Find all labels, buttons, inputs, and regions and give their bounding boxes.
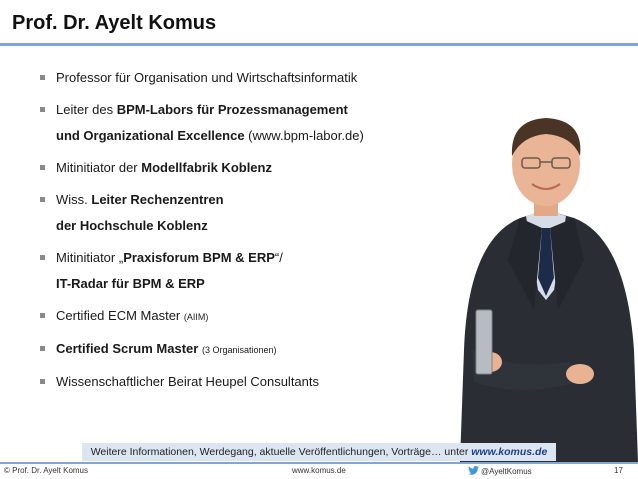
website-link[interactable]: www.komus.de — [471, 446, 548, 458]
footer-divider — [0, 462, 638, 464]
footer-twitter[interactable] — [468, 466, 532, 476]
bullet-line — [56, 68, 440, 88]
bullet-text: (www.bpm-labor.de) — [244, 128, 364, 143]
bullet-item — [40, 248, 440, 294]
info-banner-text: Weitere Informationen, Werdegang, aktuelle Veröffentlichungen, Vorträge… unter — [90, 446, 472, 458]
bullet-text: und Organizational Excellence — [56, 128, 245, 143]
bullet-line — [56, 372, 440, 392]
footer-website[interactable]: www.komus.de — [292, 466, 346, 475]
page-title: Prof. Dr. Ayelt Komus — [12, 12, 217, 34]
bullet-text: (3 Organisationen) — [201, 345, 277, 355]
bullet-line — [56, 306, 440, 327]
bullet-item — [40, 100, 440, 146]
title-divider — [0, 43, 638, 46]
twitter-handle: @AyeltKomus — [481, 467, 532, 476]
bullet-square-icon — [40, 107, 45, 112]
bullet-text: Praxisforum BPM & ERP — [123, 250, 275, 265]
bullet-text: Wiss. — [56, 192, 92, 207]
bullet-text: Leiter Rechenzentren — [91, 192, 224, 207]
bullet-text: der Hochschule Koblenz — [56, 218, 208, 233]
bullet-line — [56, 274, 440, 294]
bullet-text: (AIIM) — [183, 312, 209, 322]
bullet-item — [40, 306, 440, 327]
bullet-text: Mitinitiator „ — [56, 250, 124, 265]
bullet-text: BPM-Labors für Prozessmanagement — [116, 102, 348, 117]
bullet-text: Mitinitiator der — [56, 160, 142, 175]
bullet-text: Wissenschaftlicher Beirat Heupel Consultants — [56, 374, 320, 389]
bullet-item — [40, 339, 440, 360]
bullet-text: “/ — [274, 250, 283, 265]
bullet-line — [56, 339, 440, 360]
twitter-bird-icon — [468, 466, 479, 475]
bullet-square-icon — [40, 346, 45, 351]
bullet-square-icon — [40, 313, 45, 318]
bullet-square-icon — [40, 75, 45, 80]
bullet-text: Leiter des — [56, 102, 117, 117]
bullet-text: Modellfabrik Koblenz — [141, 160, 272, 175]
bullet-list — [40, 68, 440, 392]
bullet-line — [56, 126, 440, 146]
portrait-photo — [450, 100, 638, 462]
bullet-text: IT-Radar für BPM & ERP — [56, 276, 205, 291]
bullet-square-icon — [40, 165, 45, 170]
bullet-item — [40, 158, 440, 178]
bullet-text: Professor für Organisation und Wirtschaftsinformatik — [56, 70, 358, 85]
bullet-line — [56, 158, 440, 178]
bullet-item — [40, 190, 440, 236]
page-number: 17 — [614, 466, 623, 475]
bullet-line — [56, 248, 440, 268]
bullet-text: Certified Scrum Master — [56, 341, 199, 356]
bullet-square-icon — [40, 379, 45, 384]
bullet-square-icon — [40, 197, 45, 202]
bullet-line — [56, 100, 440, 120]
bullet-text: Certified ECM Master — [56, 308, 184, 323]
info-banner — [82, 443, 556, 461]
bullet-square-icon — [40, 255, 45, 260]
footer-copyright: © Prof. Dr. Ayelt Komus — [4, 466, 88, 475]
bullet-line — [56, 216, 440, 236]
bullet-item — [40, 372, 440, 392]
bullet-item — [40, 68, 440, 88]
bullet-line — [56, 190, 440, 210]
